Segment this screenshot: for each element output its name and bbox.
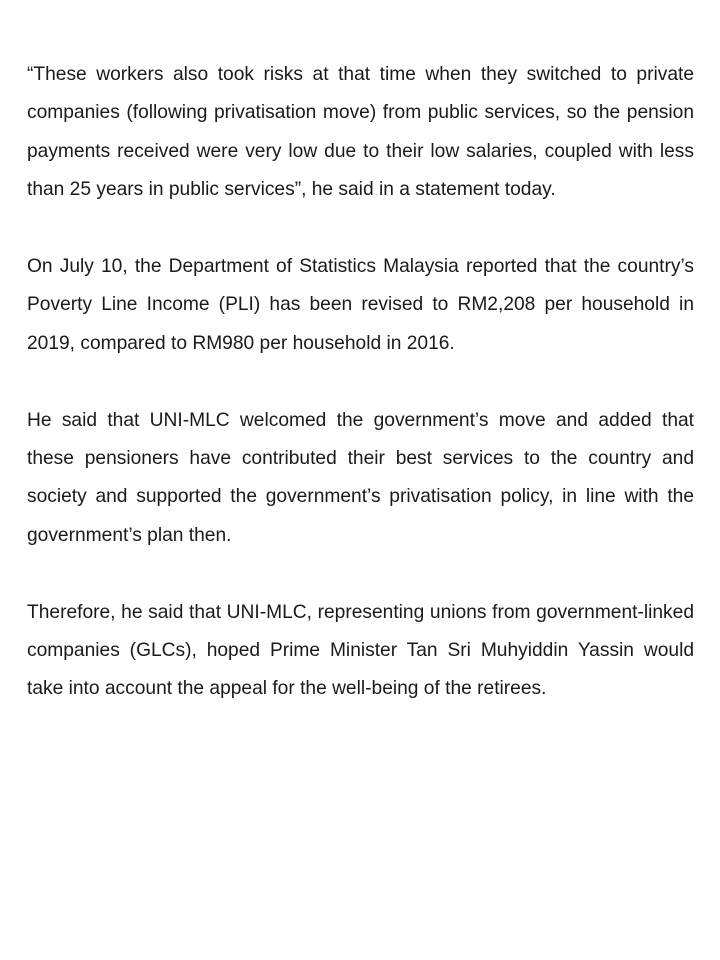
paragraph-uni-mlc-welcome: He said that UNI-MLC welcomed the government’s move and added that these pensioners have contributed their best services to the country and society and supported the government’s privatisation policy, in line with the government’s plan then. [27, 409, 694, 546]
article-body [27, 56, 694, 747]
paragraph-workers-risks: “These workers also took risks at that time when they switched to private companies (following privatisation move) from public services, so the pension payments received were very low due to their low salaries, coupled with less than 25 years in public services”, he said in a statement today. [27, 64, 694, 201]
paragraph-appeal-prime-minister: Therefore, he said that UNI-MLC, representing unions from government-linked companies (GLCs), hoped Prime Minister Tan Sri Muhyiddin Yassin would take into account the appeal for the well-being of the retirees. [27, 601, 694, 700]
paragraph-poverty-line-income: On July 10, the Department of Statistics Malaysia reported that the country’s Poverty Line Income (PLI) has been revised to RM2,208 per household in 2019, compared to RM980 per household in 2016. [27, 256, 694, 354]
